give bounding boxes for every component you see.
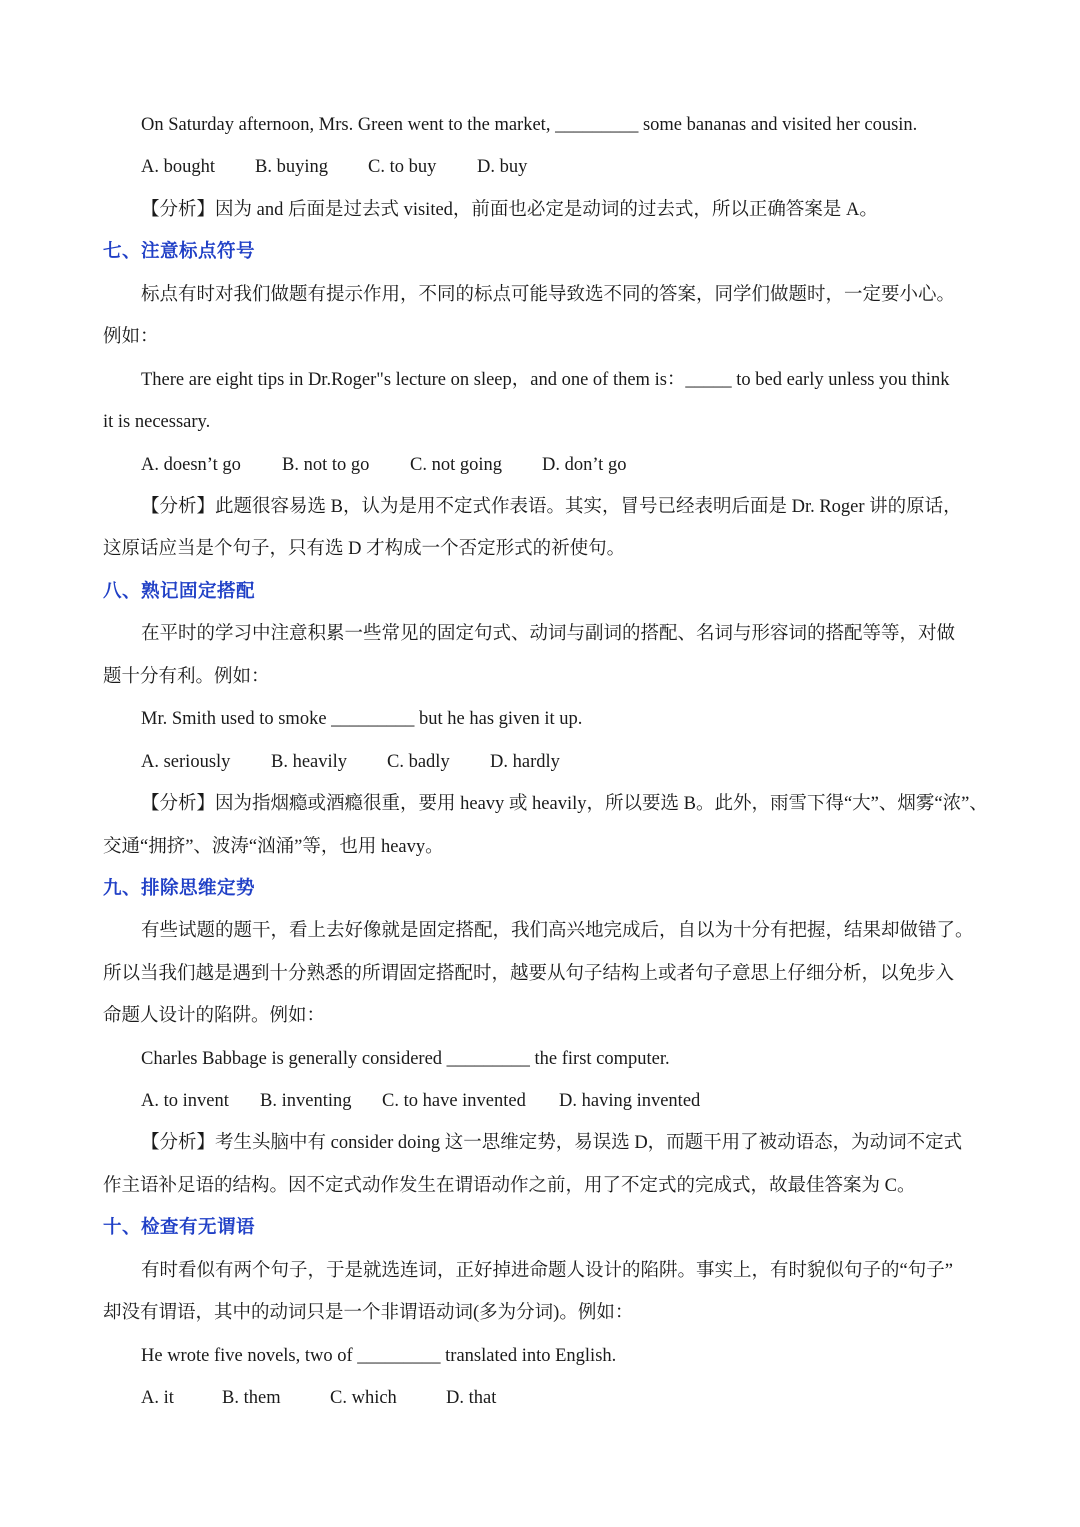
- analysis-text: 【分析】因为 and 后面是过去式 visited，前面也必定是动词的过去式，所以正确答案是 A。: [141, 200, 878, 220]
- option-d: D. hardly: [490, 752, 560, 772]
- option-a: A. doesn’t go: [141, 455, 241, 475]
- section-heading: 七、注意标点符号: [103, 242, 256, 262]
- option-b: B. not to go: [282, 455, 370, 475]
- option-b: B. them: [222, 1388, 281, 1408]
- analysis-text: 作主语补足语的结构。因不定式动作发生在谓语动作之前，用了不定式的完成式，故最佳答案为 C。: [103, 1176, 916, 1196]
- analysis-text: 【分析】因为指烟瘾或酒瘾很重，要用 heavy 或 heavily，所以要选 B。此外，雨雪下得“大”、烟雾“浓”、: [141, 794, 988, 814]
- section-heading: 十、检查有无谓语: [103, 1218, 256, 1238]
- option-d: D. having invented: [559, 1091, 701, 1111]
- option-b: B. heavily: [271, 752, 348, 772]
- option-a: A. bought: [141, 157, 215, 177]
- option-c: C. not going: [410, 455, 502, 475]
- paragraph-text: 命题人设计的陷阱。例如：: [103, 1006, 326, 1026]
- analysis-text: 这原话应当是个句子，只有选 D 才构成一个否定形式的祈使句。: [103, 539, 626, 559]
- option-d: D. buy: [477, 157, 528, 177]
- analysis-text: 【分析】考生头脑中有 consider doing 这一思维定势，易误选 D，而题干用了被动语态，为动词不定式: [141, 1133, 963, 1153]
- option-a: A. to invent: [141, 1091, 229, 1111]
- option-a: A. seriously: [141, 752, 231, 772]
- option-d: D. that: [446, 1388, 497, 1408]
- option-d: D. don’t go: [542, 455, 627, 475]
- option-c: C. to buy: [368, 157, 437, 177]
- option-b: B. inventing: [260, 1091, 352, 1111]
- option-c: C. which: [330, 1388, 397, 1408]
- paragraph-text: 所以当我们越是遇到十分熟悉的所谓固定搭配时，越要从句子结构上或者句子意思上仔细分析，以免步入: [103, 964, 955, 984]
- question-sentence: There are eight tips in Dr.Roger"s lecture on sleep，and one of them is：_____ to bed early unless you think: [141, 370, 950, 390]
- paragraph-text: 标点有时对我们做题有提示作用，不同的标点可能导致选不同的答案，同学们做题时，一定要小心。: [141, 285, 956, 305]
- analysis-text: 交通“拥挤”、波涛“汹涌”等，也用 heavy。: [103, 837, 444, 857]
- paragraph-text: 在平时的学习中注意积累一些常见的固定句式、动词与副词的搭配、名词与形容词的搭配等等，对做: [141, 624, 956, 644]
- section-heading: 九、排除思维定势: [103, 879, 256, 899]
- option-b: B. buying: [255, 157, 328, 177]
- paragraph-text: 有些试题的题干，看上去好像就是固定搭配，我们高兴地完成后，自以为十分有把握，结果却做错了。: [141, 921, 974, 941]
- question-sentence: it is necessary.: [103, 412, 211, 432]
- option-a: A. it: [141, 1388, 174, 1408]
- option-c: C. badly: [387, 752, 450, 772]
- option-c: C. to have invented: [382, 1091, 526, 1111]
- paragraph-text: 例如：: [103, 327, 159, 347]
- question-sentence: Mr. Smith used to smoke _________ but he has given it up.: [141, 709, 583, 729]
- question-sentence: On Saturday afternoon, Mrs. Green went to the market, _________ some bananas and visited her cousin.: [141, 115, 918, 135]
- analysis-text: 【分析】此题很容易选 B，认为是用不定式作表语。其实，冒号已经表明后面是 Dr. Roger 讲的原话，: [141, 497, 962, 517]
- question-sentence: He wrote five novels, two of _________ translated into English.: [141, 1346, 617, 1366]
- paragraph-text: 有时看似有两个句子，于是就选连词，正好掉进命题人设计的陷阱。事实上，有时貌似句子的“句子”: [141, 1261, 953, 1281]
- section-heading: 八、熟记固定搭配: [103, 582, 256, 602]
- question-sentence: Charles Babbage is generally considered _________ the first computer.: [141, 1049, 670, 1069]
- paragraph-text: 题十分有利。例如：: [103, 667, 270, 687]
- paragraph-text: 却没有谓语，其中的动词只是一个非谓语动词(多为分词)。例如：: [103, 1303, 634, 1323]
